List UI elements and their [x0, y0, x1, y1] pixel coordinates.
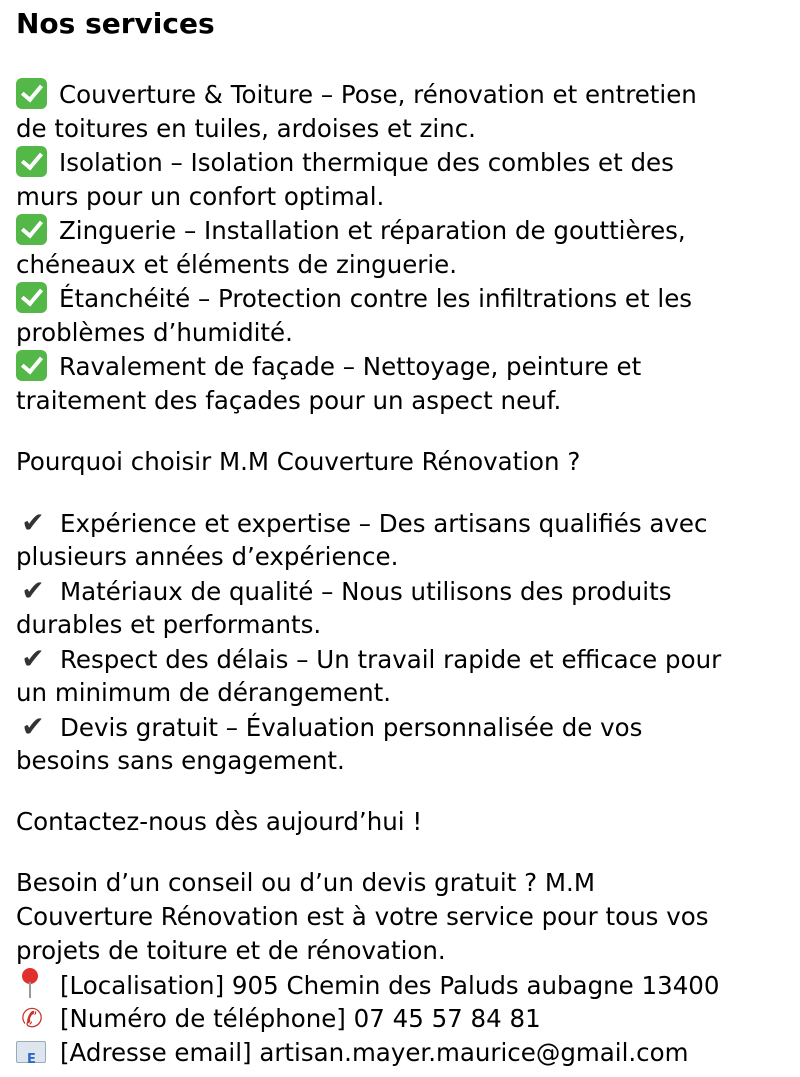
location-text: [Localisation] 905 Chemin des Paluds aubagne 13400 [60, 971, 720, 1000]
services-list [16, 78, 800, 418]
service-line: traitement des façades pour un aspect neuf. [16, 386, 562, 415]
contact-intro-line: Couverture Rénovation est à votre service pour tous vos [16, 902, 709, 931]
green-check-icon [16, 214, 47, 245]
telephone-receiver-icon: ✆ [21, 1004, 43, 1034]
green-check-icon [16, 350, 47, 381]
service-item [16, 146, 800, 214]
service-line: Étanchéité – Protection contre les infiltrations et les [59, 284, 693, 313]
contact-intro-line: projets de toiture et de rénovation. [16, 936, 446, 965]
reason-line: un minimum de dérangement. [16, 678, 392, 707]
reason-line: Respect des délais – Un travail rapide et efficace pour [60, 645, 722, 674]
reason-line: Devis gratuit – Évaluation personnalisée de vos [60, 713, 643, 742]
reason-item [16, 506, 800, 574]
green-check-icon [16, 282, 47, 313]
email-text: [Adresse email] artisan.mayer.maurice@gmail.com [60, 1038, 689, 1067]
service-item [16, 78, 800, 146]
reason-item [16, 642, 800, 710]
reason-line: durables et performants. [16, 610, 322, 639]
green-check-icon [16, 146, 47, 177]
check-mark-icon: ✔ [21, 574, 45, 607]
service-line: Couverture & Toiture – Pose, rénovation et entretien [59, 80, 697, 109]
service-line: Zinguerie – Installation et réparation de gouttières, [59, 216, 686, 245]
phone-text: [Numéro de téléphone] 07 45 57 84 81 [60, 1004, 541, 1033]
contact-block [16, 866, 800, 1070]
check-mark-icon: ✔ [21, 710, 45, 743]
contact-location [16, 968, 800, 1002]
service-line: murs pour un confort optimal. [16, 182, 385, 211]
reason-item [16, 710, 800, 778]
reason-line: Matériaux de qualité – Nous utilisons des produits [60, 577, 672, 606]
service-line: chéneaux et éléments de zinguerie. [16, 250, 458, 279]
service-line: Isolation – Isolation thermique des combles et des [59, 148, 674, 177]
green-check-icon [16, 78, 47, 109]
reason-line: Expérience et expertise – Des artisans qualifiés avec [60, 509, 708, 538]
round-pushpin-icon [16, 968, 44, 998]
contact-title: Contactez-nous dès aujourd’hui ! [16, 807, 423, 836]
check-mark-icon: ✔ [21, 642, 45, 675]
contact-phone [16, 1002, 800, 1036]
page-title: Nos services [16, 7, 215, 40]
service-line: Ravalement de façade – Nettoyage, peinture et [59, 352, 642, 381]
contact-intro-line: Besoin d’un conseil ou d’un devis gratuit ? M.M [16, 868, 595, 897]
service-line: de toitures en tuiles, ardoises et zinc. [16, 114, 476, 143]
reason-item [16, 574, 800, 642]
check-mark-icon: ✔ [21, 506, 45, 539]
e-mail-icon [16, 1041, 46, 1063]
service-item [16, 282, 800, 350]
service-line: problèmes d’humidité. [16, 318, 293, 347]
service-item [16, 214, 800, 282]
contact-email [16, 1036, 800, 1070]
reasons-list [16, 506, 800, 778]
reason-line: plusieurs années d’expérience. [16, 542, 399, 571]
reason-line: besoins sans engagement. [16, 746, 345, 775]
service-item [16, 350, 800, 418]
why-title: Pourquoi choisir M.M Couverture Rénovation ? [16, 447, 581, 476]
